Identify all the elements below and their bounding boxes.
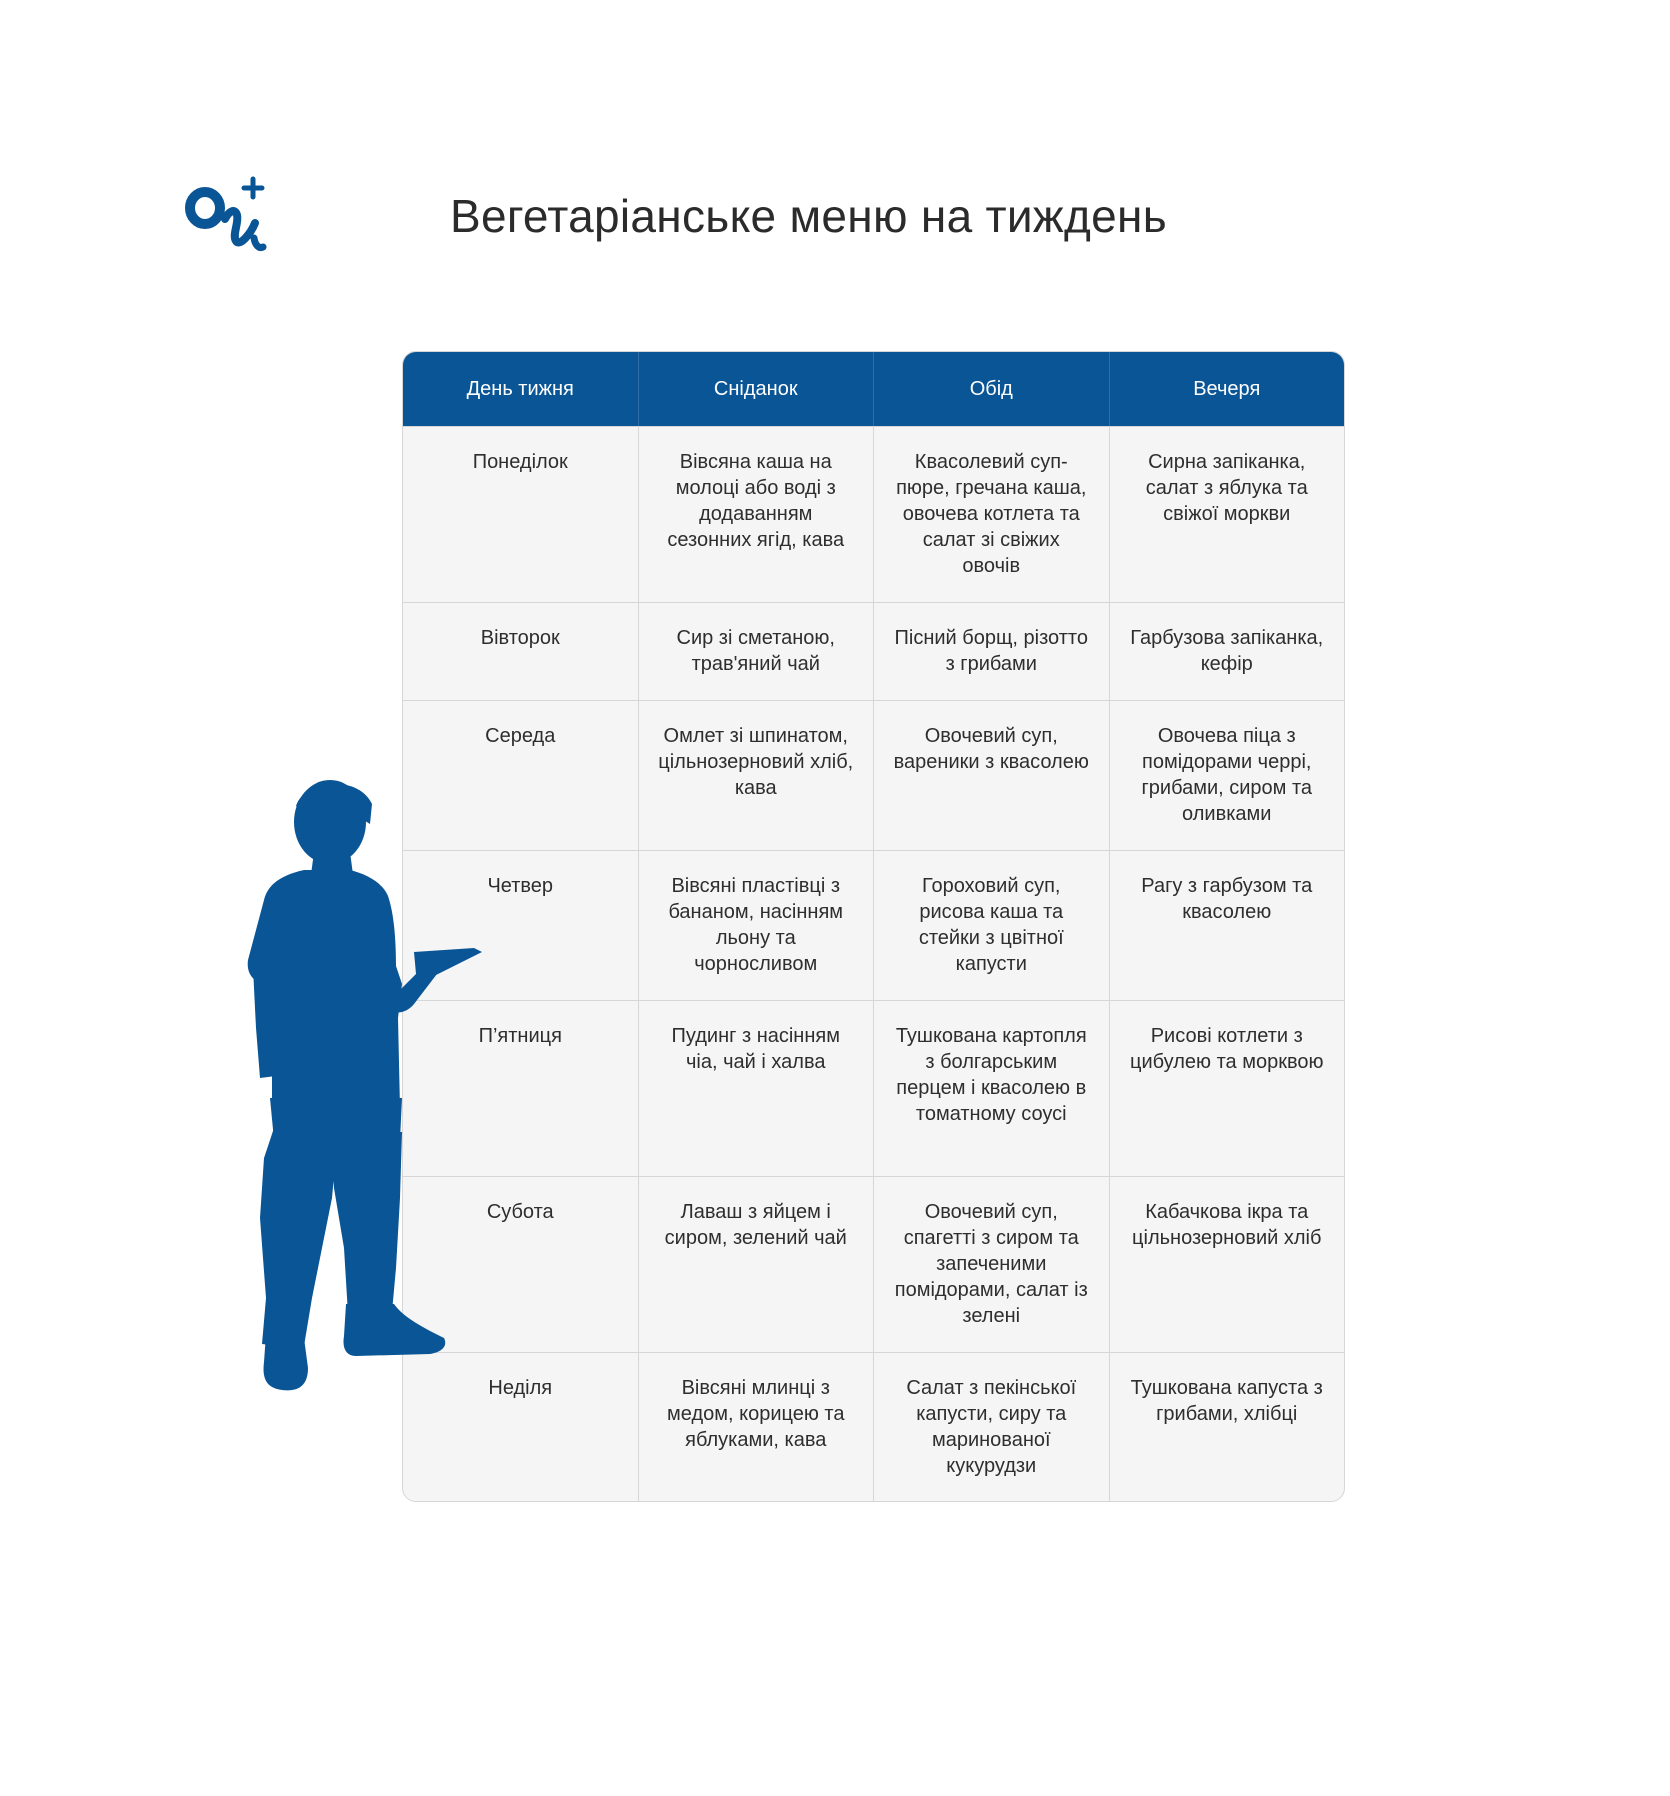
lunch-cell: Тушкована картопля з болгарським перцем і квасолею в томатному соусі <box>874 1001 1110 1176</box>
dinner-cell: Рисові котлети з цибулею та морквою <box>1130 1025 1324 1073</box>
breakfast-cell: Пудинг з насінням чіа, чай і халва <box>639 1001 875 1176</box>
breakfast-cell: Лаваш з яйцем і сиром, зелений чай <box>639 1177 875 1352</box>
header-breakfast: Сніданок <box>639 352 875 426</box>
day-cell: П’ятниця <box>403 1001 639 1176</box>
lunch-cell: Пісний борщ, різотто з грибами <box>874 603 1110 700</box>
dinner-cell: Гарбузова запіканка, кефір <box>1130 627 1324 675</box>
person-silhouette-icon <box>246 778 482 1402</box>
breakfast-cell: Вівсяна каша на молоці або воді з додаванням сезонних ягід, кава <box>639 427 875 602</box>
breakfast-cell: Сир зі сметаною, трав'яний чай <box>639 603 875 700</box>
breakfast-cell: Вівсяні млинці з медом, корицею та яблуками, кава <box>639 1353 875 1501</box>
day-cell: Неділя <box>403 1353 639 1501</box>
table-row <box>403 700 1344 850</box>
header-lunch: Обід <box>874 352 1110 426</box>
table-row <box>403 850 1344 1000</box>
breakfast-cell: Омлет зі шпинатом, цільнозерновий хліб, кава <box>639 701 875 850</box>
header-day: День тижня <box>403 352 639 426</box>
on-plus-logo-icon <box>183 175 268 255</box>
table-row <box>403 426 1344 602</box>
day-cell: Четвер <box>403 851 639 1000</box>
lunch-cell: Салат з пекінської капусти, сиру та маринованої кукурудзи <box>874 1353 1110 1501</box>
header-dinner: Вечеря <box>1193 377 1261 400</box>
lunch-cell: Гороховий суп, рисова каша та стейки з цвітної капусти <box>874 851 1110 1000</box>
dinner-cell: Кабачкова ікра та цільнозерновий хліб <box>1132 1201 1322 1249</box>
table-header-row <box>403 352 1344 426</box>
table-row <box>403 1000 1344 1176</box>
table-row <box>403 602 1344 700</box>
breakfast-cell: Вівсяні пластівці з бананом, насінням льону та чорносливом <box>639 851 875 1000</box>
day-cell: Субота <box>403 1177 639 1352</box>
menu-table <box>402 351 1345 1502</box>
lunch-cell: Овочевий суп, вареники з квасолею <box>874 701 1110 850</box>
day-cell: Вівторок <box>403 603 639 700</box>
table-row <box>403 1352 1344 1501</box>
table-row <box>403 1176 1344 1352</box>
dinner-cell: Рагу з гарбузом та квасолею <box>1141 875 1313 923</box>
day-cell: Середа <box>403 701 639 850</box>
lunch-cell: Овочевий суп, спагетті з сиром та запеченими помідорами, салат із зелені <box>874 1177 1110 1352</box>
page-title: Вегетаріанське меню на тиждень <box>450 190 1167 242</box>
day-cell: Понеділок <box>403 427 639 602</box>
dinner-cell: Тушкована капуста з грибами, хлібці <box>1130 1377 1323 1425</box>
lunch-cell: Квасолевий суп-пюре, гречана каша, овочева котлета та салат зі свіжих овочів <box>874 427 1110 602</box>
dinner-cell: Сирна запіканка, салат з яблука та свіжої моркви <box>1145 451 1308 525</box>
dinner-cell: Овочева піца з помідорами черрі, грибами, сиром та оливками <box>1141 725 1313 825</box>
